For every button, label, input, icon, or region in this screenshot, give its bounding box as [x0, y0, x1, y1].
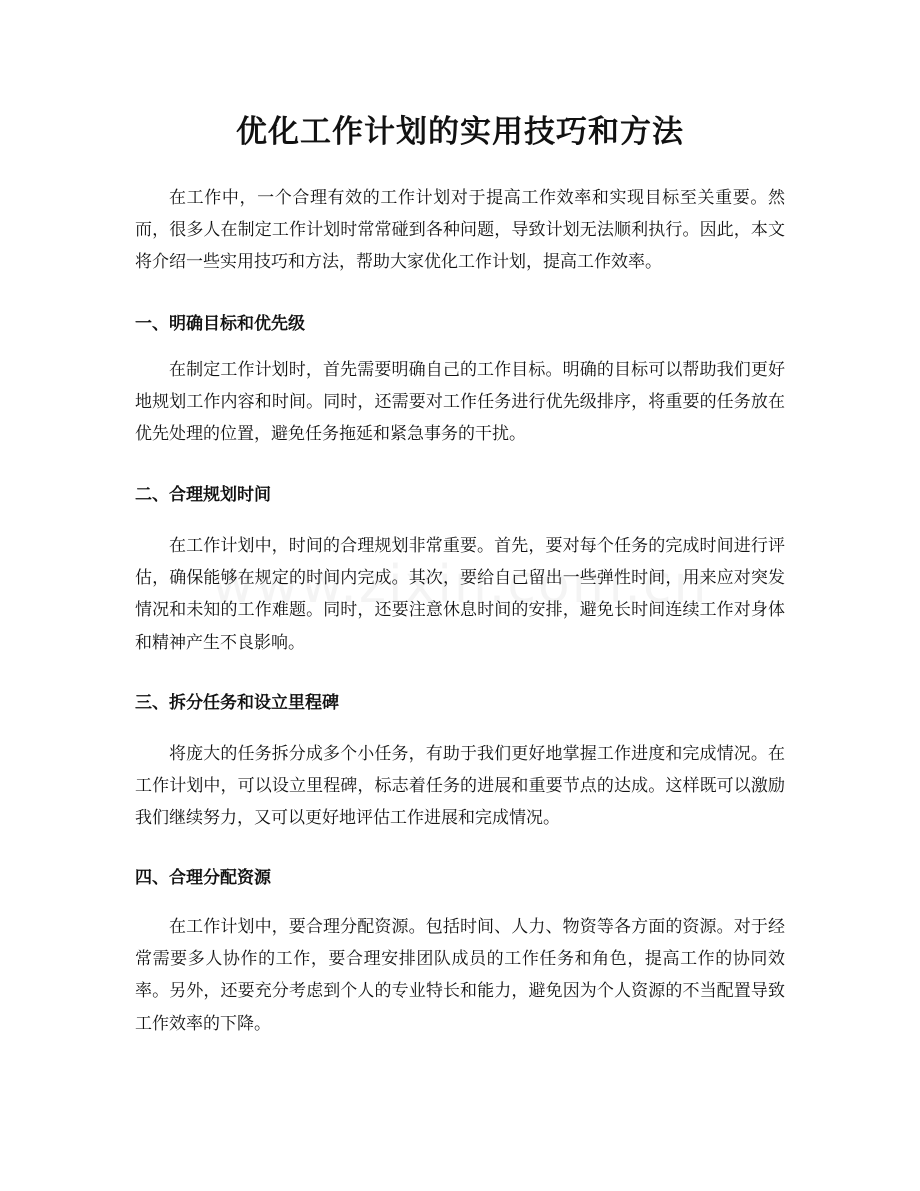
section-heading-2: 二、合理规划时间 — [135, 485, 271, 505]
section-heading-1: 一、明确目标和优先级 — [135, 314, 305, 334]
document-title: 优化工作计划的实用技巧和方法 — [236, 114, 684, 150]
section-body-3: 将庞大的任务拆分成多个小任务，有助于我们更好地掌握工作进度和完成情况。在工作计划中，可以设立里程碑，标志着任务的进展和重要节点的达成。这样既可以激励我们继续努力，又可以更好地评估工作进展和完成情况。 — [135, 744, 785, 829]
section-heading-4: 四、合理分配资源 — [135, 868, 271, 888]
section-body-4: 在工作计划中，要合理分配资源。包括时间、人力、物资等各方面的资源。对于经常需要多人协作的工作，要合理安排团队成员的工作任务和角色，提高工作的协同效率。另外，还要充分考虑到个人的专业特长和能力，避免因为个人资源的不当配置导致工作效率的下降。 — [135, 917, 785, 1034]
section-heading-3: 三、拆分任务和设立里程碑 — [135, 693, 339, 713]
section-body-1: 在制定工作计划时，首先需要明确自己的工作目标。明确的目标可以帮助我们更好地规划工作内容和时间。同时，还需要对工作任务进行优先级排序，将重要的任务放在优先处理的位置，避免任务拖延和紧急事务的干扰。 — [135, 360, 785, 445]
intro-paragraph: 在工作中，一个合理有效的工作计划对于提高工作效率和实现目标至关重要。然而，很多人在制定工作计划时常常碰到各种问题，导致计划无法顺利执行。因此，本文将介绍一些实用技巧和方法，帮助大家优化工作计划，提高工作效率。 — [135, 188, 785, 273]
section-body-2: 在工作计划中，时间的合理规划非常重要。首先，要对每个任务的完成时间进行评估，确保能够在规定的时间内完成。其次，要给自己留出一些弹性时间，用来应对突发情况和未知的工作难题。同时，还要注意休息时间的安排，避免长时间连续工作对身体和精神产生不良影响。 — [135, 536, 785, 653]
